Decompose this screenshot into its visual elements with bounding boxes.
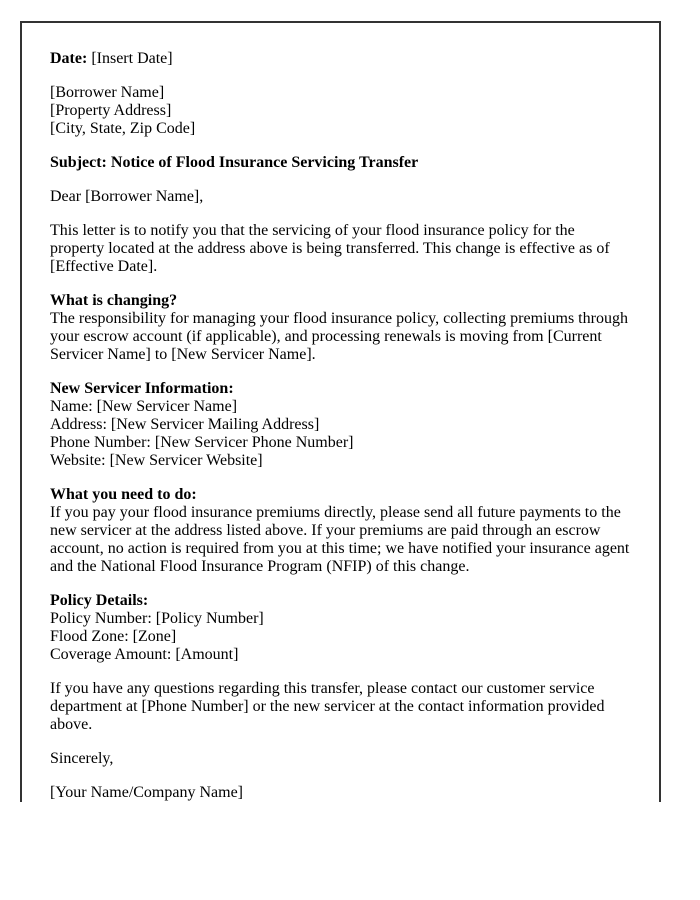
section-new-servicer-information <box>50 380 631 470</box>
letter-border-box <box>20 21 661 802</box>
salutation: Dear [Borrower Name], <box>50 188 204 205</box>
date-value: [Insert Date] <box>91 50 173 67</box>
section-body-what-you-need-to-do: If you pay your flood insurance premiums directly, please send all future payments to the new servicer at the address listed above. If your premiums are paid through an escrow account, no action is required from you at this time; we have notified your insurance agent and the National Flood Insurance Program (NFIP) of this change. <box>50 504 630 575</box>
section-heading-what-you-need-to-do: What you need to do: <box>50 486 197 503</box>
section-policy-details <box>50 592 631 664</box>
subject-line: Subject: Notice of Flood Insurance Servicing Transfer <box>50 154 419 171</box>
section-what-is-changing <box>50 292 631 364</box>
signoff: Sincerely, <box>50 750 114 767</box>
intro-paragraph: This letter is to notify you that the servicing of your flood insurance policy for the property located at the address above is being transferred. This change is effective as of [Effective Date]. <box>50 222 610 275</box>
recipient-name: [Borrower Name] <box>50 84 165 101</box>
new-servicer-phone-line: Phone Number: [New Servicer Phone Number] <box>50 434 354 451</box>
recipient-property-address: [Property Address] <box>50 102 172 119</box>
recipient-city-state-zip: [City, State, Zip Code] <box>50 120 196 137</box>
section-heading-new-servicer-information: New Servicer Information: <box>50 380 234 397</box>
section-body-what-is-changing: The responsibility for managing your flood insurance policy, collecting premiums through your escrow account (if applicable), and processing renewals is moving from [Current Servicer Name] to [New Servicer Name]. <box>50 310 628 363</box>
new-servicer-website-line: Website: [New Servicer Website] <box>50 452 263 469</box>
date-line <box>50 50 631 68</box>
recipient-block <box>50 84 631 138</box>
section-what-you-need-to-do <box>50 486 631 576</box>
section-heading-policy-details: Policy Details: <box>50 592 149 609</box>
policy-number-line: Policy Number: [Policy Number] <box>50 610 264 627</box>
coverage-amount-line: Coverage Amount: [Amount] <box>50 646 239 663</box>
date-label: Date: <box>50 50 88 67</box>
new-servicer-address-line: Address: [New Servicer Mailing Address] <box>50 416 320 433</box>
section-heading-what-is-changing: What is changing? <box>50 292 178 309</box>
closing-paragraph: If you have any questions regarding this transfer, please contact our customer service department at [Phone Number] or the new servicer at the contact information provided above. <box>50 680 605 733</box>
new-servicer-name-line: Name: [New Servicer Name] <box>50 398 238 415</box>
flood-zone-line: Flood Zone: [Zone] <box>50 628 177 645</box>
signature-line: [Your Name/Company Name] <box>50 784 244 801</box>
